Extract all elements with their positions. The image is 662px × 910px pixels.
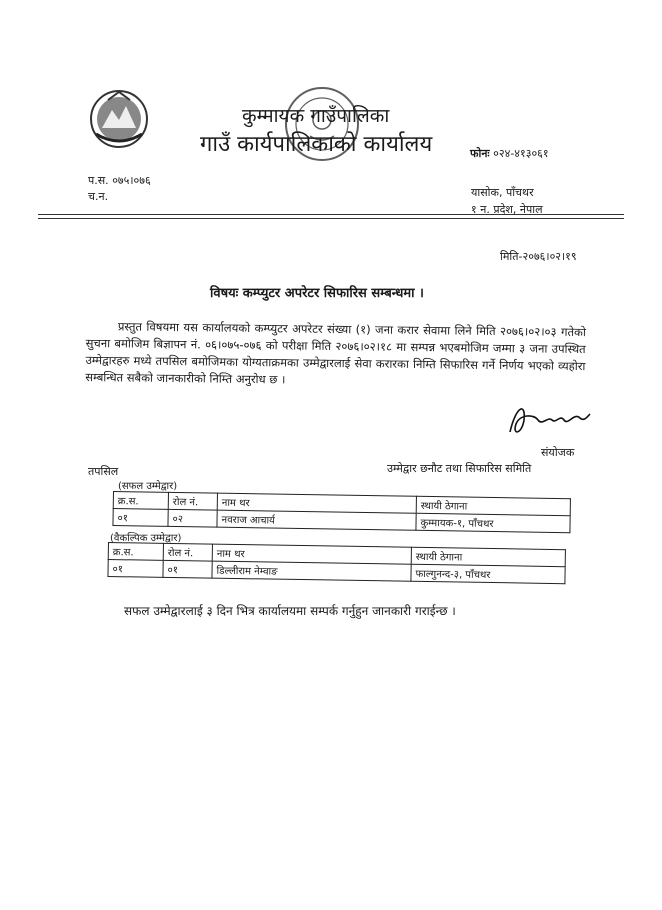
successful-caption: (सफल उम्मेद्वार) xyxy=(118,481,178,492)
header-name: नाम थर xyxy=(212,544,411,564)
annex-label: तपसिल xyxy=(88,465,119,478)
nepal-emblem-icon xyxy=(88,88,150,150)
cell-roll: ०२ xyxy=(168,509,217,527)
alternate-caption: (वैकल्पिक उम्मेद्वार) xyxy=(110,533,182,544)
letter-subject: विषयः कम्प्युटर अपरेटर सिफारिस सम्बन्धमा । xyxy=(210,286,424,301)
org-name-line2: गाउँ कार्यपालिकाको कार्यालय xyxy=(200,132,433,157)
cell-sn: ०१ xyxy=(113,509,168,527)
signature-text: deepak xyxy=(544,418,548,419)
header-address: स्थायी ठेगाना xyxy=(416,496,570,515)
header-divider-top xyxy=(38,214,624,215)
ref-label: प.स. xyxy=(88,174,109,187)
dispatch-label: च.न. xyxy=(88,190,109,203)
phone-line xyxy=(470,146,549,161)
header-sn: क्र.स. xyxy=(113,492,168,510)
alternate-table xyxy=(107,542,565,584)
header-roll: रोल नं. xyxy=(163,543,212,561)
committee-name: उम्मेद्वार छनौट तथा सिफारिस समिति xyxy=(387,462,532,475)
ref-value: ०७५।०७६ xyxy=(112,174,151,187)
cell-address: फाल्गुनन्द-३, पाँचथर xyxy=(411,564,565,583)
org-name-line1: कुम्मायक गाउँपालिका xyxy=(242,105,390,127)
successful-table xyxy=(112,491,570,533)
convener-title: संयोजक xyxy=(541,446,575,459)
reference-line xyxy=(88,173,151,188)
cell-address: कुम्मायक-१, पाँचथर xyxy=(416,513,570,532)
header-name: नाम थर xyxy=(217,493,416,513)
address-line1: यासोक, पाँचथर xyxy=(471,186,534,199)
footer-note: सफल उम्मेद्वारलाई ३ दिन भित्र कार्यालयमा सम्पर्क गर्नुहुन जानकारी गराईन्छ । xyxy=(124,604,456,618)
cell-name: डिल्लीराम नेम्वाङ xyxy=(212,561,411,581)
address-line2: १ न. प्रदेश, नेपाल xyxy=(471,203,543,216)
cell-sn: ०१ xyxy=(108,560,163,578)
cell-name: नवराज आचार्य xyxy=(217,510,416,530)
letter-body xyxy=(85,318,586,392)
header-address: स्थायी ठेगाना xyxy=(411,547,565,566)
body-paragraph: प्रस्तुत विषयमा यस कार्यालयको कम्प्युटर अपरेटर संख्या (१) जना करार सेवामा लिने मिति २०७६।०२।०३ गतेको सुचना बमोजिम बिज्ञापन नं. ०६।०७५-०७६ को परीक्षा मिति २०७६।०२।१८ मा सम्पन्न भएबमोजिम जम्मा ३ जना उपस्थित उम्मेद्वारहरु मध्ये तपसिल बमोजिमका योग्यताक्रमका उम्मेद्वारलाई सेवा करारका निम्ति सिफारिस गर्ने निर्णय भएको व्यहोरा सम्बन्धित सबैको जानकारीको निम्ति अनुरोध छ । xyxy=(85,319,586,387)
letter-date: मिति-२०७६।०२।१९ xyxy=(500,250,577,263)
signature-mark xyxy=(504,398,592,438)
phone-label: फोनः xyxy=(470,147,490,160)
header-divider-bottom xyxy=(38,218,624,219)
header-sn: क्र.स. xyxy=(108,543,163,561)
header-roll: रोल नं. xyxy=(168,492,217,510)
cell-roll: ०१ xyxy=(163,560,212,578)
phone-number: ०२४-४१३०६१ xyxy=(493,147,549,160)
